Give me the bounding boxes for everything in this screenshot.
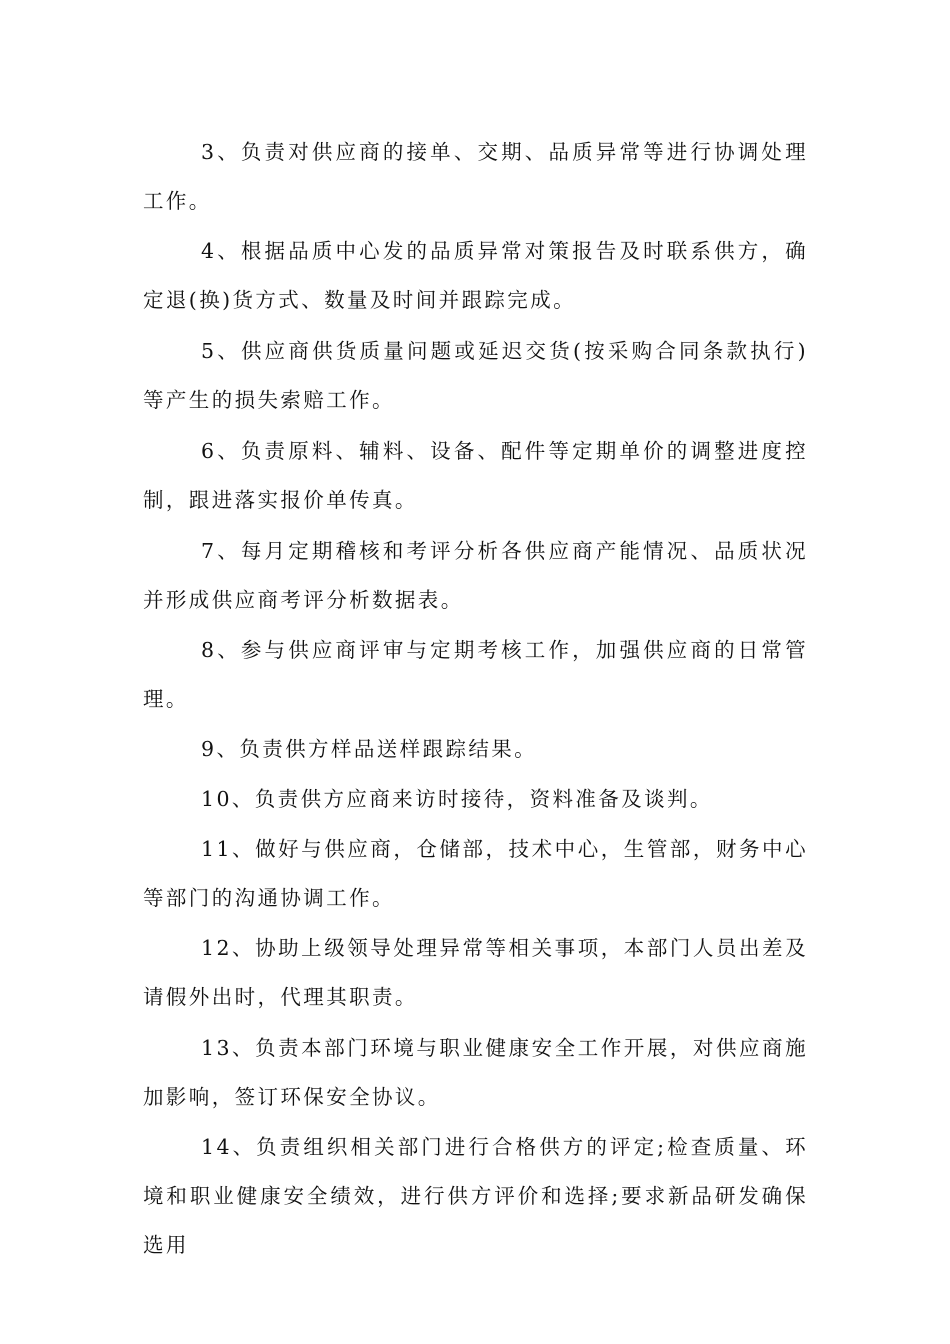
paragraph-item-8: 8、参与供应商评审与定期考核工作，加强供应商的日常管理。: [143, 638, 808, 711]
paragraph-item-7: 7、每月定期稽核和考评分析各供应商产能情况、品质状况并形成供应商考评分析数据表。: [143, 539, 808, 612]
paragraph-item-11: 11、做好与供应商，仓储部，技术中心，生管部，财务中心等部门的沟通协调工作。: [143, 837, 808, 910]
paragraph-item-6: 6、负责原料、辅料、设备、配件等定期单价的调整进度控制，跟进落实报价单传真。: [143, 439, 808, 512]
paragraph-item-13: 13、负责本部门环境与职业健康安全工作开展，对供应商施加影响，签订环保安全协议。: [143, 1036, 808, 1109]
paragraph-item-3: 3、负责对供应商的接单、交期、品质异常等进行协调处理工作。: [143, 140, 808, 213]
paragraph-item-9: 9、负责供方样品送样跟踪结果。: [201, 737, 538, 761]
paragraph-item-10: 10、负责供方应商来访时接待，资料准备及谈判。: [201, 787, 713, 811]
paragraph-item-4: 4、根据品质中心发的品质异常对策报告及时联系供方，确定退(换)货方式、数量及时间并跟踪完成。: [143, 239, 808, 312]
paragraph-item-12: 12、协助上级领导处理异常等相关事项，本部门人员出差及请假外出时，代理其职责。: [143, 936, 808, 1009]
paragraph-item-14: 14、负责组织相关部门进行合格供方的评定;检查质量、环境和职业健康安全绩效，进行供方评价和选择;要求新品研发确保选用: [143, 1135, 808, 1257]
paragraph-item-5: 5、供应商供货质量问题或延迟交货(按采购合同条款执行)等产生的损失索赔工作。: [143, 339, 808, 412]
